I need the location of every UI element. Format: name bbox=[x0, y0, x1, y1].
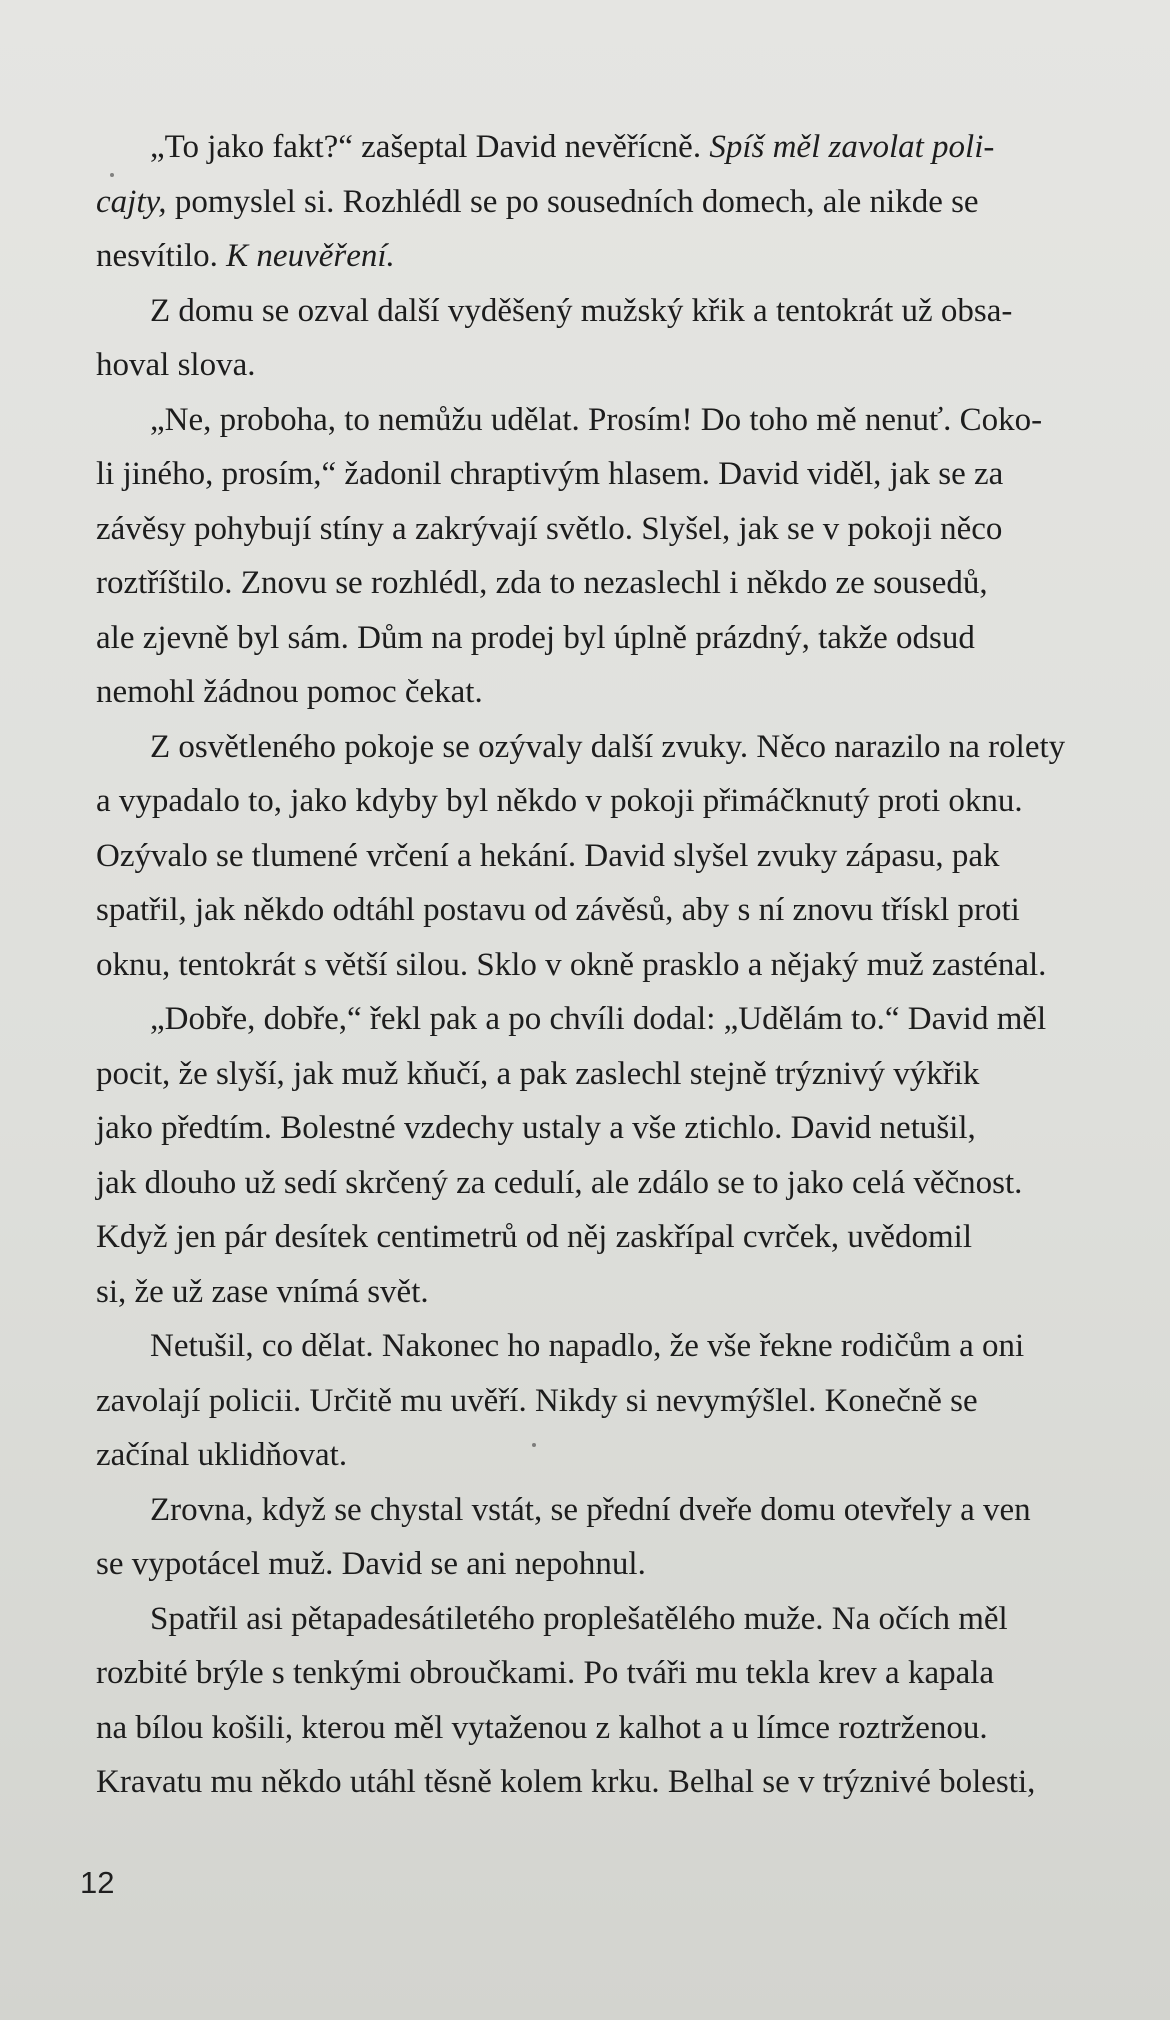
text-line bbox=[96, 992, 1120, 1047]
paper-speck bbox=[532, 1443, 536, 1447]
text-line bbox=[96, 665, 1120, 720]
text-segment: Zrovna, když se chystal vstát, se přední dveře domu otevřely a ven bbox=[150, 1491, 1031, 1528]
text-line bbox=[96, 284, 1120, 339]
text-segment: pomyslel si. Rozhlédl se po sousedních domech, ale nikde se bbox=[166, 183, 979, 220]
text-segment: Netušil, co dělat. Nakonec ho napadlo, že vše řekne rodičům a oni bbox=[150, 1328, 1025, 1364]
paragraph bbox=[96, 992, 1120, 1319]
text-segment: pocit, že slyší, jak muž kňučí, a pak zaslechl stejně trýznivý výkřik bbox=[96, 1055, 980, 1092]
text-line bbox=[96, 502, 1120, 557]
text-segment: Z domu se ozval další vyděšený mužský křik a tentokrát už obsa- bbox=[150, 292, 1013, 329]
text-line bbox=[96, 1047, 1120, 1102]
text-segment: oknu, tentokrát s větší silou. Sklo v okně prasklo a nějaký muž zasténal. bbox=[96, 946, 1047, 983]
text-line bbox=[96, 229, 1120, 284]
paragraph bbox=[96, 720, 1120, 993]
text-segment: li jiného, prosím,“ žadonil chraptivým hlasem. David viděl, jak se za bbox=[96, 456, 1004, 492]
text-segment: Když jen pár desítek centimetrů od něj zaskřípal cvrček, uvědomil bbox=[96, 1219, 973, 1255]
text-segment: „Ne, proboha, to nemůžu udělat. Prosím! Do toho mě nenuť. Coko- bbox=[150, 401, 1043, 438]
text-line bbox=[96, 611, 1120, 666]
text-line bbox=[96, 1319, 1120, 1374]
text-line bbox=[96, 883, 1120, 938]
text-line bbox=[96, 1265, 1120, 1320]
text-segment: na bílou košili, kterou měl vytaženou z kalhot a u límce roztrženou. bbox=[96, 1709, 988, 1746]
text-line bbox=[96, 1592, 1120, 1647]
text-segment: začínal uklidňovat. bbox=[96, 1437, 348, 1473]
text-line bbox=[96, 338, 1120, 393]
text-line bbox=[96, 720, 1120, 775]
page-number: 12 bbox=[80, 1865, 115, 1900]
text-line bbox=[96, 1156, 1120, 1211]
text-segment: Z osvětleného pokoje se ozývaly další zvuky. Něco narazilo na rolety bbox=[150, 728, 1066, 765]
text-line bbox=[96, 175, 1120, 230]
paragraph bbox=[96, 1319, 1120, 1483]
text-line bbox=[96, 1428, 1120, 1483]
paper-speck bbox=[110, 173, 114, 177]
paragraph bbox=[96, 393, 1120, 720]
body-text bbox=[96, 120, 1120, 1810]
text-segment: nemohl žádnou pomoc čekat. bbox=[96, 674, 483, 710]
text-line bbox=[96, 393, 1120, 448]
text-line bbox=[96, 829, 1120, 884]
text-line bbox=[96, 774, 1120, 829]
text-line bbox=[96, 556, 1120, 611]
text-segment: roztříštilo. Znovu se rozhlédl, zda to nezaslechl i někdo ze sousedů, bbox=[96, 565, 988, 601]
text-segment: jak dlouho už sedí skrčený za cedulí, ale zdálo se to jako celá věčnost. bbox=[96, 1164, 1023, 1201]
text-segment: závěsy pohybují stíny a zakrývají světlo. Slyšel, jak se v pokoji něco bbox=[96, 510, 1003, 547]
text-line bbox=[96, 1537, 1120, 1592]
text-segment: si, že už zase vnímá svět. bbox=[96, 1273, 429, 1310]
text-line bbox=[96, 1755, 1120, 1810]
text-segment: ale zjevně byl sám. Dům na prodej byl úplně prázdný, takže odsud bbox=[96, 619, 975, 656]
text-segment: jako předtím. Bolestné vzdechy ustaly a vše ztichlo. David netušil, bbox=[96, 1110, 976, 1146]
text-line bbox=[96, 447, 1120, 502]
text-segment: Spatřil asi pětapadesátiletého proplešatělého muže. Na očích měl bbox=[150, 1600, 1008, 1637]
paragraph bbox=[96, 120, 1120, 284]
italic-text-segment: Spíš měl zavolat poli- bbox=[709, 129, 995, 165]
text-line bbox=[96, 1210, 1120, 1265]
text-segment: spatřil, jak někdo odtáhl postavu od závěsů, aby s ní znovu třískl proti bbox=[96, 892, 1020, 928]
text-line bbox=[96, 1646, 1120, 1701]
paragraph bbox=[96, 1483, 1120, 1592]
text-segment: „To jako fakt?“ zašeptal David nevěřícně. bbox=[150, 129, 710, 165]
text-line bbox=[96, 1101, 1120, 1156]
text-line bbox=[96, 1701, 1120, 1756]
text-segment: hoval slova. bbox=[96, 347, 256, 383]
italic-text-segment: cajty, bbox=[96, 183, 167, 220]
text-line bbox=[96, 1374, 1120, 1429]
paragraph bbox=[96, 284, 1120, 393]
italic-text-segment: K neuvěření. bbox=[226, 238, 395, 274]
text-segment: zavolají policii. Určitě mu uvěří. Nikdy si nevymýšlel. Konečně se bbox=[96, 1382, 978, 1419]
text-line bbox=[96, 1483, 1120, 1538]
text-segment: nesvítilo. bbox=[96, 238, 227, 274]
paragraph bbox=[96, 1592, 1120, 1810]
text-segment: „Dobře, dobře,“ řekl pak a po chvíli dodal: „Udělám to.“ David měl bbox=[150, 1001, 1047, 1037]
text-segment: Kravatu mu někdo utáhl těsně kolem krku. Belhal se v trýznivé bolesti, bbox=[96, 1764, 1036, 1800]
text-segment: a vypadalo to, jako kdyby byl někdo v pokoji přimáčknutý proti oknu. bbox=[96, 783, 1023, 819]
text-segment: se vypotácel muž. David se ani nepohnul. bbox=[96, 1546, 646, 1582]
text-segment: Ozývalo se tlumené vrčení a hekání. David slyšel zvuky zápasu, pak bbox=[96, 837, 1000, 874]
text-line bbox=[96, 120, 1120, 175]
text-segment: rozbité brýle s tenkými obroučkami. Po tváři mu tekla krev a kapala bbox=[96, 1655, 995, 1691]
text-line bbox=[96, 938, 1120, 993]
